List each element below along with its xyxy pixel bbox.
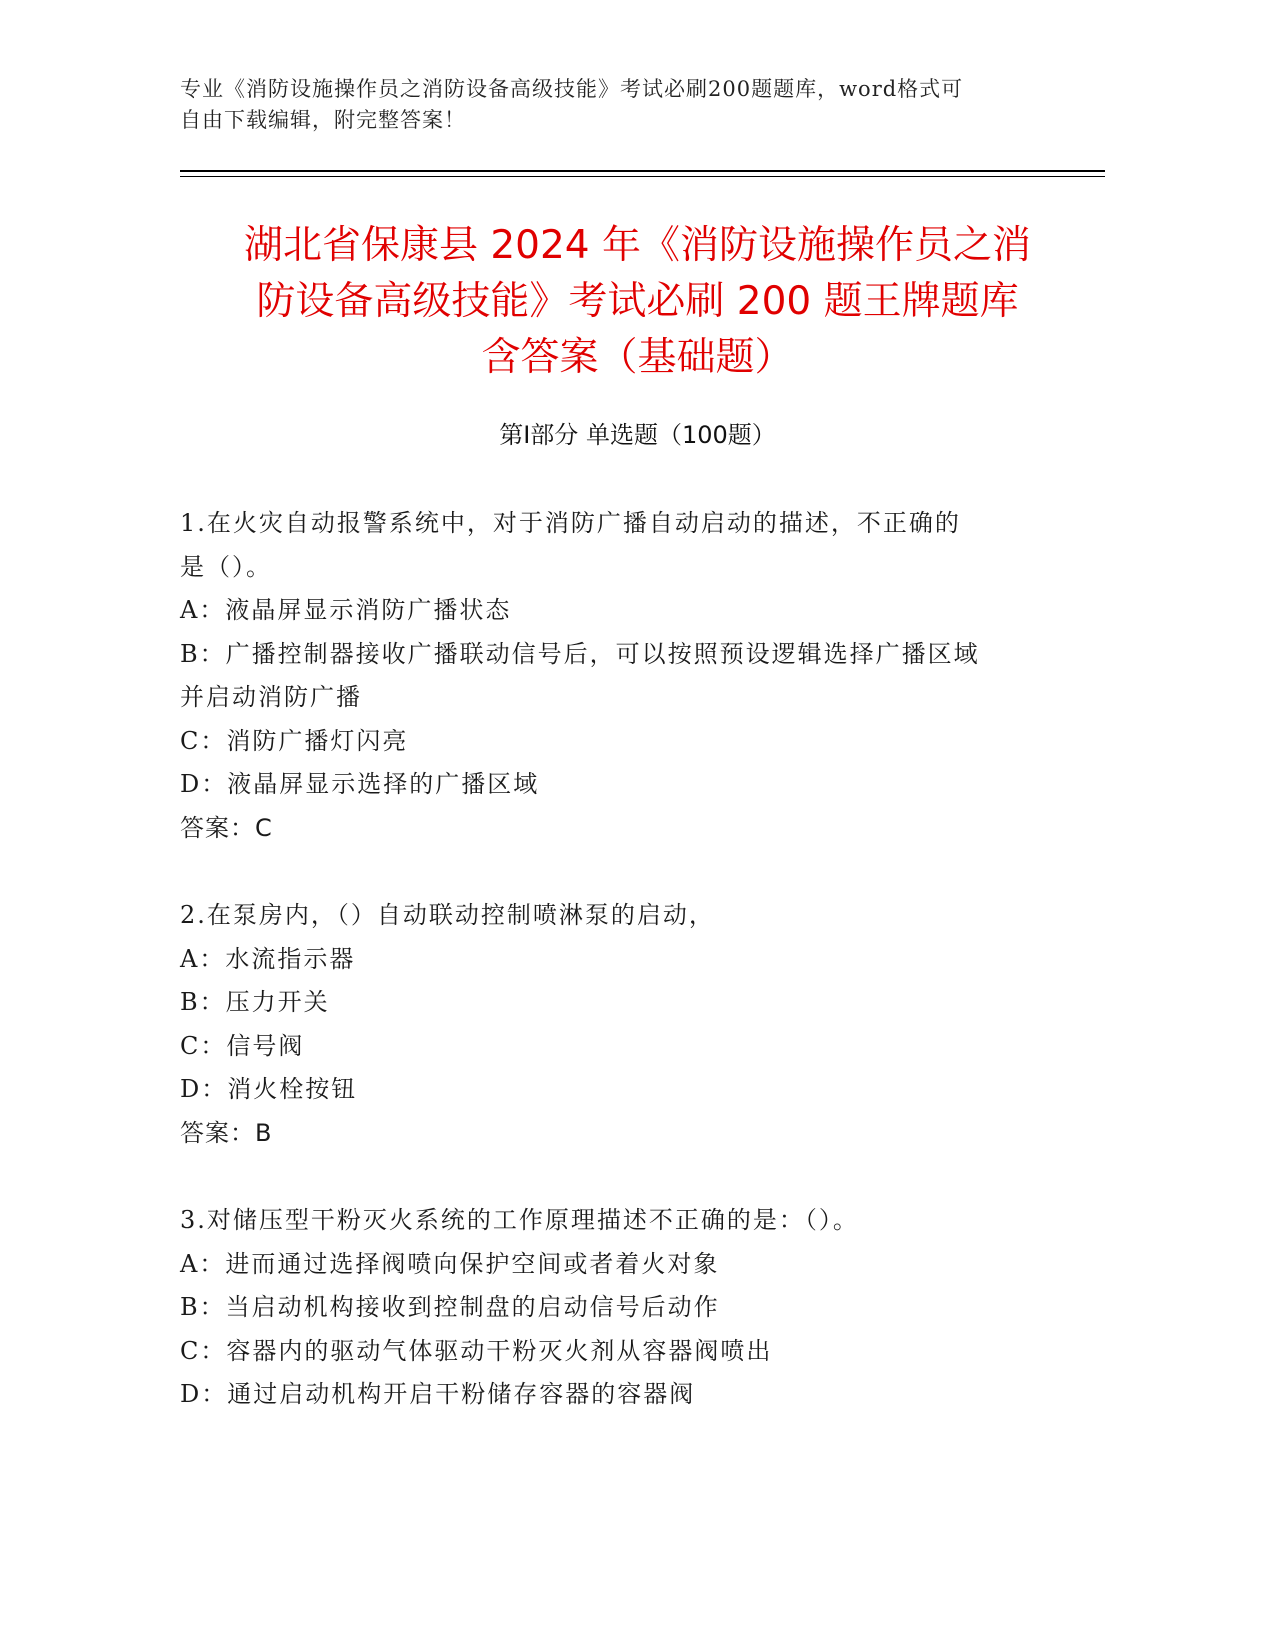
question-stem: 1.在火灾自动报警系统中，对于消防广播自动启动的描述，不正确的	[180, 509, 961, 537]
question-item	[180, 502, 1060, 850]
title-line: 防设备高级技能》考试必刷 200 题王牌题库	[256, 279, 1019, 324]
question-stem: 3.对储压型干粉灭火系统的工作原理描述不正确的是：（）。	[180, 1206, 859, 1234]
question-item	[180, 1199, 1060, 1417]
option-b-continued: 并启动消防广播	[180, 683, 362, 711]
option-a: A：进而通过选择阀喷向保护空间或者着火对象	[180, 1249, 720, 1278]
option-b: B：广播控制器接收广播联动信号后，可以按照预设逻辑选择广播区域	[180, 639, 980, 668]
header-note-line: 自由下载编辑，附完整答案！	[180, 108, 466, 132]
document-title	[160, 218, 1115, 386]
section-heading: 第Ⅰ部分 单选题（100题）	[499, 421, 776, 449]
option-a: A：液晶屏显示消防广播状态	[180, 596, 512, 624]
header-divider-thin	[180, 176, 1105, 177]
header-note-line: 专业《消防设施操作员之消防设备高级技能》考试必刷200题题库，word格式可	[180, 77, 964, 101]
option-c: C：容器内的驱动气体驱动干粉灭火剂从容器阀喷出	[180, 1336, 773, 1365]
header-divider	[180, 170, 1105, 172]
option-a: A：水流指示器	[180, 944, 356, 973]
option-d: D：通过启动机构开启干粉储存容器的容器阀	[180, 1380, 696, 1408]
option-d: D：液晶屏显示选择的广播区域	[180, 770, 540, 798]
title-line: 含答案（基础题）	[481, 335, 794, 380]
option-d: D：消火栓按钮	[180, 1075, 358, 1103]
option-c: C：信号阀	[180, 1031, 305, 1060]
title-line: 湖北省保康县 2024 年《消防设施操作员之消	[243, 223, 1032, 268]
answer: 答案：C	[180, 813, 273, 842]
option-b: B：压力开关	[180, 988, 330, 1016]
answer: 答案：B	[180, 1118, 273, 1147]
option-c: C：消防广播灯闪亮	[180, 726, 409, 755]
question-list	[180, 502, 1060, 1461]
option-b: B：当启动机构接收到控制盘的启动信号后动作	[180, 1293, 720, 1321]
header-note	[180, 74, 1060, 136]
question-stem: 2.在泵房内，（）自动联动控制喷淋泵的启动，	[180, 901, 715, 929]
question-item	[180, 894, 1060, 1155]
question-stem: 是（）。	[180, 552, 272, 581]
